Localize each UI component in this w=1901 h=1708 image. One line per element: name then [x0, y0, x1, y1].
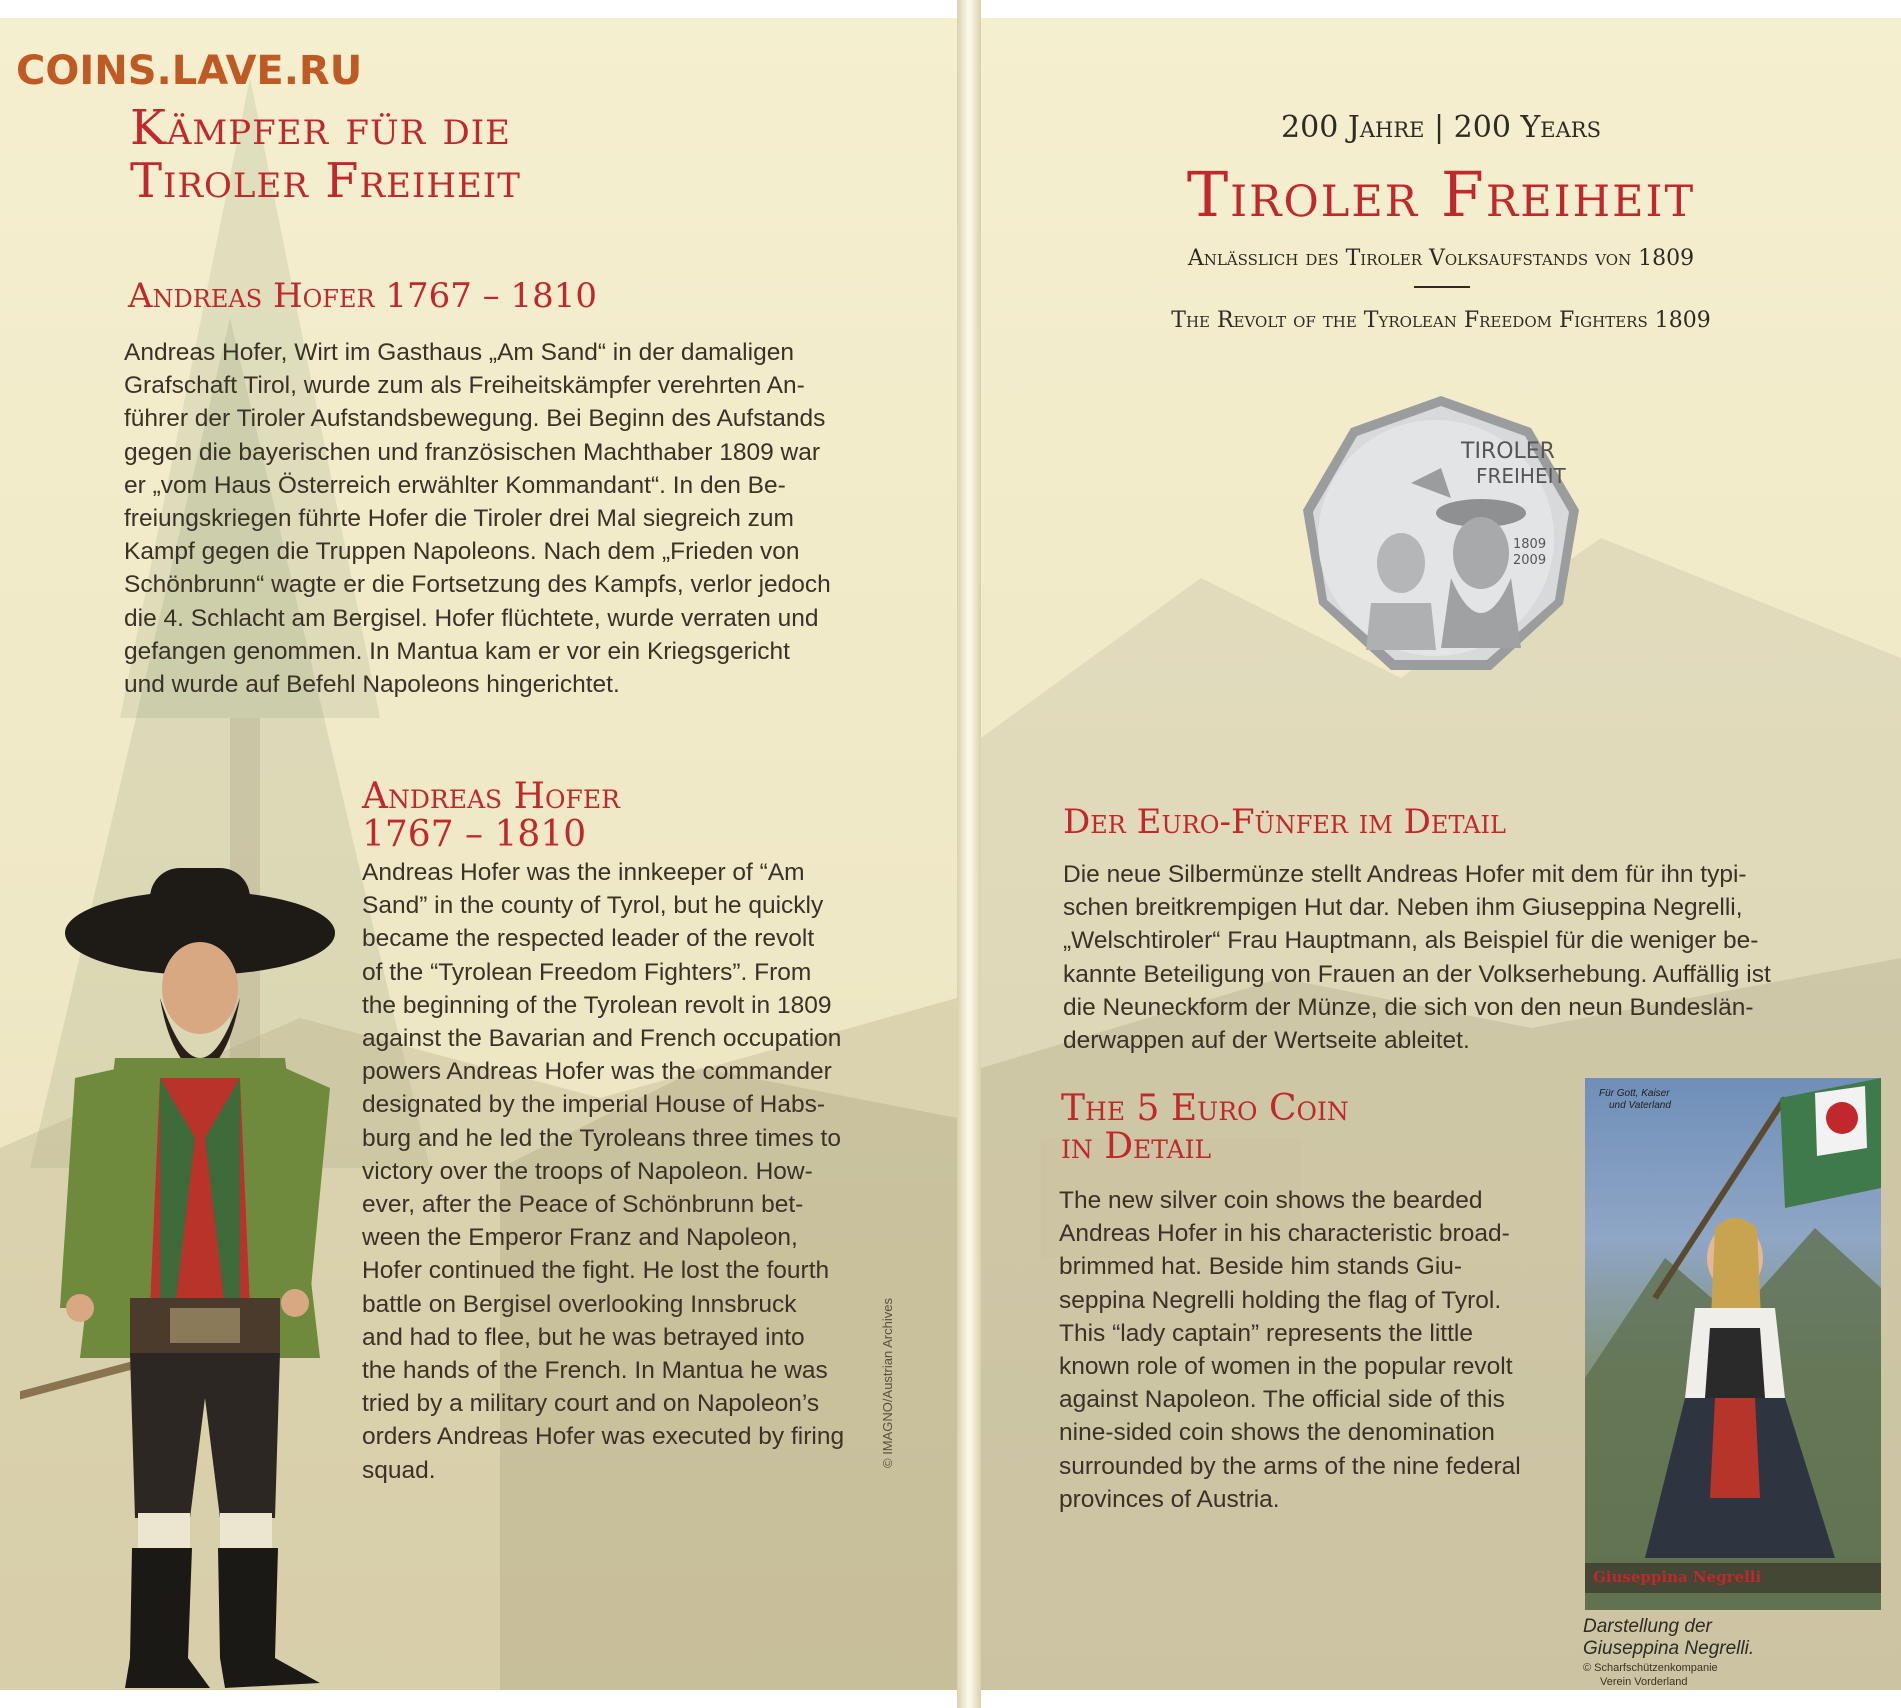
text-line: designated by the imperial House of Habs-	[362, 1091, 826, 1119]
text-line: Andreas Hofer, Wirt im Gasthaus „Am Sand“ in der damaligen	[124, 339, 794, 366]
en-section-heading-line-1: Andreas Hofer	[362, 776, 620, 817]
right-page	[981, 18, 1901, 1690]
picture-caption-line-1: Darstellung der	[1583, 1616, 1712, 1637]
text-line: tried by a military court and on Napoleon’s	[362, 1390, 820, 1418]
text-line: became the respected leader of the revolt	[362, 925, 815, 953]
coin-year-1: 1809	[1513, 537, 1547, 552]
text-line: This “lady captain” represents the little	[1059, 1319, 1473, 1347]
text-line: freiungskriegen führte Hofer die Tiroler drei Mal siegreich zum	[124, 505, 794, 533]
text-line: kannte Beteiligung von Frauen an der Volkserhebung. Auffällig ist	[1063, 960, 1771, 988]
text-line: ever, after the Peace of Schönbrunn bet-	[362, 1191, 804, 1219]
en-section-heading-line-2: 1767 – 1810	[362, 814, 587, 855]
text-line: against Napoleon. The official side of this	[1059, 1386, 1505, 1414]
text-line: victory over the troops of Napoleon. How-	[362, 1157, 813, 1185]
text-line: die 4. Schlacht am Bergisel. Hofer flüchtete, wurde verraten und	[124, 604, 819, 632]
coin-top-text: TIROLER	[1461, 439, 1555, 464]
text-line: die Neuneckform der Münze, die sich von den neun Bundeslän-	[1063, 993, 1754, 1021]
subtitle-de: Anlässlich des Tiroler Volksaufstands von 1809	[1187, 246, 1695, 271]
text-line: Hofer continued the fight. He lost the fourth	[362, 1257, 830, 1285]
text-line: Sand” in the county of Tyrol, but he quickly	[362, 892, 824, 920]
booklet-fold	[957, 0, 981, 1708]
text-line: und wurde auf Befehl Napoleons hingerichtet.	[124, 671, 620, 699]
picture-credit-line-1: © Scharfschützenkompanie	[1583, 1662, 1718, 1674]
picture-motto-line-1: Für Gott, Kaiser	[1599, 1088, 1670, 1099]
text-line: Grafschaft Tirol, wurde zum als Freiheitskämpfer verehrten An-	[124, 372, 805, 400]
picture-motto-line-2: und Vaterland	[1609, 1100, 1671, 1111]
text-line: Schönbrunn“ wagte er die Fortsetzung des Kampfs, verlor jedoch	[124, 571, 831, 599]
de-coin-heading: Der Euro-Fünfer im Detail	[1063, 802, 1506, 842]
text-line: Andreas Hofer in his characteristic broad-	[1059, 1220, 1510, 1248]
text-line: powers Andreas Hofer was the commander	[362, 1058, 832, 1086]
watermark: COINS.LAVE.RU	[16, 48, 363, 94]
de-body-text	[124, 336, 872, 701]
picture-name-label: Giuseppina Negrelli	[1593, 1568, 1762, 1586]
text-line: nine-sided coin shows the denomination	[1059, 1419, 1495, 1447]
de-section-heading: Andreas Hofer 1767 – 1810	[128, 276, 598, 316]
coin-bottom-text: FREIHEIT	[1476, 464, 1566, 488]
en-coin-heading-line-2: in Detail	[1061, 1126, 1212, 1167]
text-line: brimmed hat. Beside him stands Giu-	[1059, 1253, 1463, 1281]
text-line: schen breitkrempigen Hut dar. Neben ihm Giuseppina Negrelli,	[1063, 894, 1743, 922]
text-line: seppina Negrelli holding the flag of Tyrol.	[1059, 1286, 1502, 1314]
left-page	[0, 18, 957, 1690]
text-line: ween the Emperor Franz and Napoleon,	[362, 1224, 798, 1252]
text-line: orders Andreas Hofer was executed by firing	[362, 1423, 845, 1451]
picture-caption-line-2: Giuseppina Negrelli.	[1583, 1638, 1755, 1659]
picture-credit-line-2: Verein Vorderland	[1600, 1676, 1688, 1688]
cover-title: Tiroler Freiheit	[1186, 158, 1696, 231]
text-line: „Welschtiroler“ Frau Hauptmann, als Beispiel für die weniger be-	[1063, 927, 1759, 955]
text-line: provinces of Austria.	[1059, 1485, 1280, 1513]
text-line: surrounded by the arms of the nine federal	[1059, 1452, 1521, 1480]
silver-coin	[1291, 388, 1591, 688]
en-body-text	[362, 856, 870, 1487]
en-coin-heading-line-1: The 5 Euro Coin	[1061, 1088, 1349, 1129]
text-line: known role of women in the popular revolt	[1059, 1353, 1513, 1381]
andreas-hofer-portrait	[20, 838, 380, 1698]
text-line: The new silver coin shows the bearded	[1059, 1187, 1483, 1214]
page-title-line-1: Kämpfer für die	[130, 100, 511, 156]
subtitle-en: The Revolt of the Tyrolean Freedom Fighters 1809	[1171, 308, 1711, 333]
text-line: Kampf gegen die Truppen Napoleons. Nach dem „Frieden von	[124, 538, 800, 566]
text-line: against the Bavarian and French occupation	[362, 1025, 842, 1053]
text-line: gefangen genommen. In Mantua kam er vor ein Kriegsgericht	[124, 637, 790, 665]
de-coin-text	[1063, 858, 1795, 1057]
negrelli-illustration	[1585, 1078, 1881, 1610]
text-line: derwappen auf der Wertseite ableitet.	[1063, 1027, 1470, 1055]
text-line: er „vom Haus Österreich erwählter Kommandant“. In den Be-	[124, 471, 786, 499]
text-line: Andreas Hofer was the innkeeper of “Am	[362, 859, 805, 886]
en-coin-text	[1059, 1184, 1545, 1516]
text-line: the hands of the French. In Mantua he was	[362, 1357, 828, 1385]
text-line: burg and he led the Tyroleans three times to	[362, 1124, 841, 1152]
image-credit: © IMAGNO/Austrian Archives	[880, 1298, 895, 1468]
text-line: squad.	[362, 1456, 436, 1484]
page-title-line-2: Tiroler Freiheit	[130, 153, 521, 209]
kicker-text: 200 Jahre | 200 Years	[1281, 110, 1601, 145]
text-line: battle on Bergisel overlooking Innsbruck	[362, 1290, 797, 1318]
coin-year-2: 2009	[1513, 553, 1547, 568]
negrelli-picture	[1585, 1078, 1881, 1610]
text-line: führer der Tiroler Aufstandsbewegung. Bei Beginn des Aufstands	[124, 405, 826, 433]
text-line: Die neue Silbermünze stellt Andreas Hofer mit dem für ihn typi-	[1063, 861, 1747, 888]
text-line: and had to flee, but he was betrayed into	[362, 1323, 805, 1351]
text-line: the beginning of the Tyrolean revolt in 1809	[362, 991, 832, 1019]
text-line: gegen die bayerischen und französischen Machthaber 1809 war	[124, 438, 820, 466]
subtitle-divider	[1414, 286, 1470, 288]
text-line: of the “Tyrolean Freedom Fighters”. From	[362, 958, 812, 986]
